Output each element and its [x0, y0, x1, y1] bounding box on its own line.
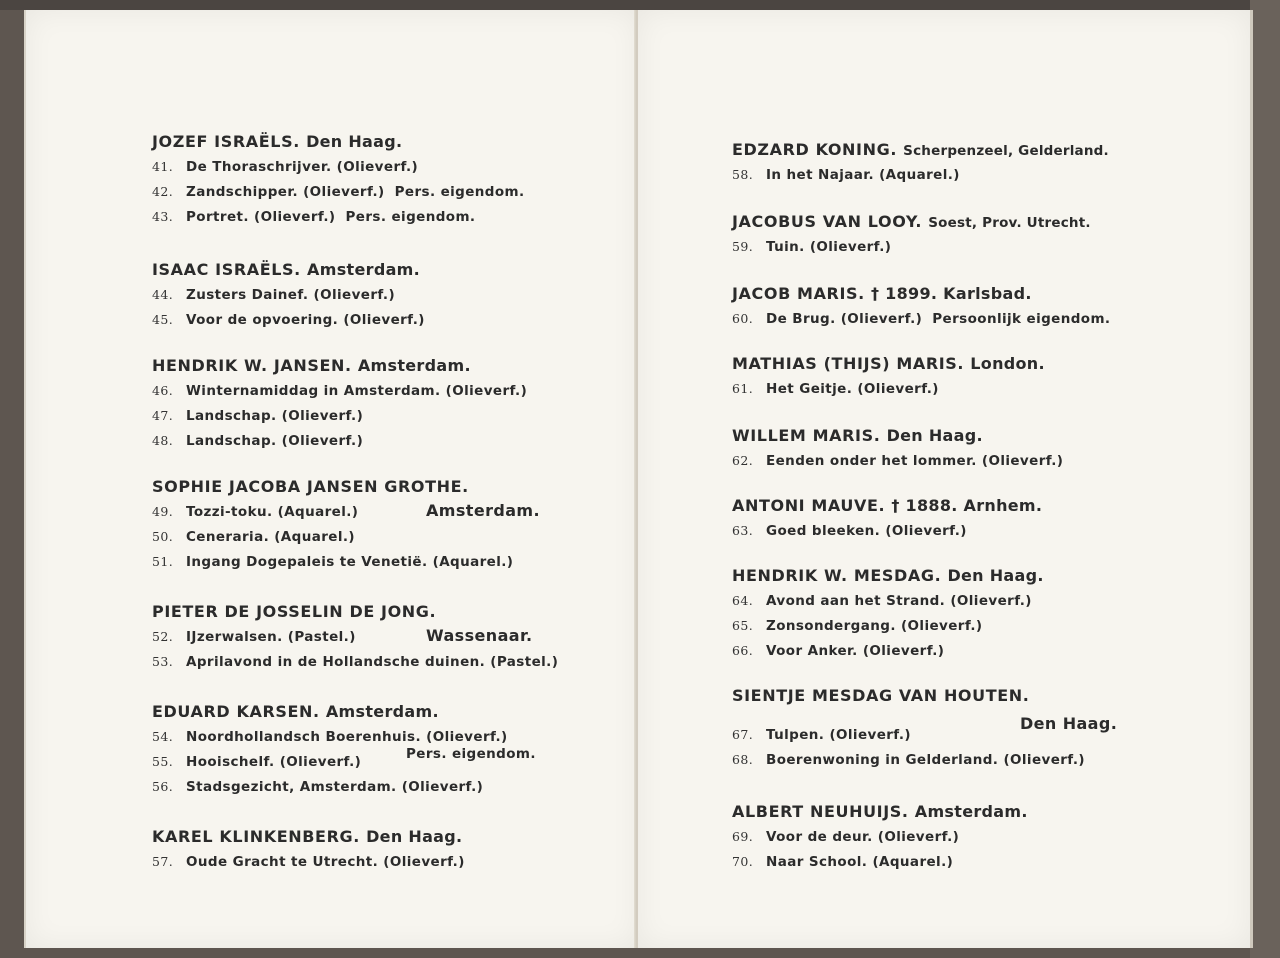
item-title: Voor de deur.	[766, 829, 873, 845]
item-title: Naar School.	[766, 854, 868, 870]
artist-name: ANTONI MAUVE.	[732, 496, 886, 515]
artist-location: Scherpenzeel, Gelderland.	[903, 143, 1109, 159]
item-title: Noordhollandsch Boerenhuis.	[186, 729, 422, 745]
item-medium: (Olieverf.)	[1003, 752, 1085, 768]
item-number: 41.	[152, 159, 174, 174]
item-number: 61.	[732, 381, 754, 396]
item-title: De Brug.	[766, 311, 836, 327]
catalogue-item	[732, 641, 1044, 660]
item-number: 63.	[732, 523, 754, 538]
item-title: Voor de opvoering.	[186, 312, 339, 328]
artist-entry	[152, 477, 540, 571]
item-medium: (Aquarel.)	[872, 854, 954, 870]
catalogue-item	[152, 381, 527, 400]
book-cover-edge	[0, 0, 1280, 10]
artist-entry	[732, 686, 1118, 769]
artist-name: JACOBUS VAN LOOY.	[732, 212, 923, 231]
item-number: 64.	[732, 593, 754, 608]
item-medium: (Olieverf.)	[829, 727, 911, 743]
catalogue-item	[732, 591, 1044, 610]
item-title: Tuin.	[766, 239, 805, 255]
catalogue-item	[152, 552, 513, 571]
item-number: 44.	[152, 287, 174, 302]
left-page-catalogue	[26, 10, 638, 948]
item-title: Tulpen.	[766, 727, 825, 743]
artist-heading	[732, 284, 1110, 303]
left-page	[24, 10, 638, 948]
item-medium: (Aquarel.)	[879, 167, 960, 183]
item-number: 58.	[732, 167, 754, 182]
artist-location-right: Pers. eigendom.	[406, 746, 536, 762]
artist-location: Den Haag.	[306, 132, 403, 151]
book-spine	[1250, 0, 1280, 958]
artist-entry	[152, 602, 558, 671]
item-ownership: Pers. eigendom.	[345, 209, 476, 225]
item-medium: (Olieverf.)	[303, 184, 385, 200]
catalogue-item	[152, 182, 525, 201]
item-medium: (Aquarel.)	[274, 529, 355, 545]
artist-heading	[732, 354, 1045, 373]
item-medium: (Olieverf.)	[401, 779, 484, 795]
item-medium: (Olieverf.)	[950, 593, 1032, 609]
artist-entry	[732, 426, 1063, 470]
item-number: 54.	[152, 729, 174, 744]
item-number: 67.	[732, 727, 754, 742]
catalogue-item	[732, 521, 1042, 540]
artist-name: JACOB MARIS.	[732, 284, 865, 303]
catalogue-item	[732, 237, 1091, 256]
item-title: Oude Gracht te Utrecht.	[186, 854, 379, 870]
artist-name: SOPHIE JACOBA JANSEN GROTHE.	[152, 477, 469, 496]
artist-heading	[152, 356, 527, 375]
artist-entry	[152, 702, 536, 796]
item-number: 70.	[732, 854, 754, 869]
item-medium: (Olieverf.)	[885, 523, 967, 539]
item-medium: (Olieverf.)	[426, 729, 508, 745]
item-number: 45.	[152, 312, 174, 327]
item-ownership: Persoonlijk eigendom.	[932, 311, 1111, 327]
item-title: Hooischelf.	[186, 754, 275, 770]
catalogue-item	[152, 285, 425, 304]
item-title: Ceneraria.	[186, 529, 270, 545]
item-medium: (Olieverf.)	[313, 287, 396, 303]
item-number: 47.	[152, 408, 174, 423]
artist-heading	[152, 827, 465, 846]
item-title: Tozzi-toku.	[186, 504, 273, 520]
item-number: 50.	[152, 529, 174, 544]
item-number: 56.	[152, 779, 174, 794]
artist-name: KAREL KLINKENBERG.	[152, 827, 360, 846]
artist-entry	[732, 140, 1109, 184]
catalogue-item	[732, 379, 1045, 398]
catalogue-item	[732, 852, 1028, 871]
artist-entry	[732, 496, 1042, 540]
item-number: 42.	[152, 184, 174, 199]
artist-location: Amsterdam.	[914, 802, 1028, 821]
item-medium: (Olieverf.)	[279, 754, 362, 770]
item-title: IJzerwalsen.	[186, 629, 283, 645]
artist-location: Den Haag.	[366, 827, 463, 846]
artist-name: WILLEM MARIS.	[732, 426, 881, 445]
item-title: Winternamiddag in Amsterdam.	[186, 383, 441, 399]
item-medium: (Olieverf.)	[857, 381, 939, 397]
catalogue-item	[732, 827, 1028, 846]
item-number: 65.	[732, 618, 754, 633]
artist-entry	[152, 827, 465, 871]
artist-entry	[732, 284, 1110, 328]
item-number: 68.	[732, 752, 754, 767]
artist-heading	[152, 132, 525, 151]
catalogue-item	[152, 727, 508, 746]
item-ownership: Pers. eigendom.	[394, 184, 525, 200]
item-number: 55.	[152, 754, 174, 769]
artist-entry	[152, 356, 527, 450]
item-medium: (Olieverf.)	[254, 209, 336, 225]
item-number: 48.	[152, 433, 174, 448]
catalogue-item	[732, 165, 1109, 184]
item-number: 60.	[732, 311, 754, 326]
catalogue-item	[152, 852, 465, 871]
artist-entry	[152, 260, 425, 329]
artist-heading	[732, 566, 1044, 585]
artist-location: Amsterdam.	[357, 356, 471, 375]
item-title: Voor Anker.	[766, 643, 858, 659]
item-medium: (Olieverf.)	[445, 383, 528, 399]
item-medium: (Olieverf.)	[840, 311, 923, 327]
artist-name: HENDRIK W. JANSEN.	[152, 356, 352, 375]
item-number: 53.	[152, 654, 174, 669]
item-number: 59.	[732, 239, 754, 254]
item-number: 66.	[732, 643, 754, 658]
item-number: 62.	[732, 453, 754, 468]
item-medium: (Olieverf.)	[281, 433, 364, 449]
catalogue-item	[152, 652, 558, 671]
artist-name: EDUARD KARSEN.	[152, 702, 320, 721]
item-medium: (Pastel.)	[287, 629, 356, 645]
catalogue-item	[732, 616, 1044, 635]
artist-heading	[152, 477, 513, 496]
artist-location: Soest, Prov. Utrecht.	[928, 215, 1091, 231]
item-medium: (Olieverf.)	[343, 312, 425, 328]
catalogue-item	[152, 431, 527, 450]
item-title: In het Najaar.	[766, 167, 874, 183]
item-title: Aprilavond in de Hollandsche duinen.	[186, 654, 486, 670]
artist-heading	[732, 212, 1091, 231]
artist-name: SIENTJE MESDAG VAN HOUTEN.	[732, 686, 1030, 705]
catalogue-item	[152, 207, 525, 226]
artist-entry	[152, 132, 525, 226]
item-title: Avond aan het Strand.	[766, 593, 946, 609]
artist-name: HENDRIK W. MESDAG.	[732, 566, 942, 585]
item-title: Stadsgezicht, Amsterdam.	[186, 779, 397, 795]
artist-name: JOZEF ISRAËLS.	[152, 132, 300, 151]
item-title: Zusters Dainef.	[186, 287, 309, 303]
item-medium: (Aquarel.)	[432, 554, 514, 570]
artist-name: PIETER DE JOSSELIN DE JONG.	[152, 602, 437, 621]
artist-heading	[732, 140, 1109, 159]
artist-heading	[732, 686, 1085, 705]
catalogue-item	[152, 527, 513, 546]
item-medium: (Olieverf.)	[336, 159, 419, 175]
artist-name: MATHIAS (THIJS) MARIS.	[732, 354, 965, 373]
right-page	[638, 10, 1253, 948]
artist-heading	[152, 260, 425, 279]
catalogue-item	[732, 309, 1110, 328]
artist-name: EDZARD KONING.	[732, 140, 897, 159]
artist-heading	[732, 496, 1042, 515]
artist-location: Den Haag.	[947, 566, 1044, 585]
artist-heading	[732, 802, 1028, 821]
item-medium: (Olieverf.)	[281, 408, 364, 424]
artist-heading	[152, 602, 558, 621]
item-number: 43.	[152, 209, 174, 224]
item-medium: (Olieverf.)	[862, 643, 945, 659]
catalogue-item	[732, 750, 1085, 769]
artist-location-right: Amsterdam.	[426, 501, 540, 520]
item-title: De Thoraschrijver.	[186, 159, 332, 175]
item-title: Zandschipper.	[186, 184, 298, 200]
item-number: 46.	[152, 383, 174, 398]
artist-heading	[152, 702, 508, 721]
artist-location: Amsterdam.	[325, 702, 439, 721]
catalogue-item	[152, 310, 425, 329]
artist-entry	[732, 802, 1028, 871]
artist-location: Amsterdam.	[307, 260, 421, 279]
catalogue-item	[152, 157, 525, 176]
item-number: 51.	[152, 554, 174, 569]
item-number: 57.	[152, 854, 174, 869]
item-medium: (Olieverf.)	[900, 618, 983, 634]
artist-name: ISAAC ISRAËLS.	[152, 260, 301, 279]
item-title: Landschap.	[186, 433, 277, 449]
item-medium: (Olieverf.)	[877, 829, 960, 845]
catalogue-item	[152, 777, 508, 796]
artist-location-right: Den Haag.	[1020, 714, 1118, 733]
item-title: Ingang Dogepaleis te Venetië.	[186, 554, 428, 570]
item-title: Portret.	[186, 209, 249, 225]
catalogue-item	[732, 451, 1063, 470]
artist-name: ALBERT NEUHUIJS.	[732, 802, 909, 821]
item-title: Landschap.	[186, 408, 277, 424]
item-number: 49.	[152, 504, 174, 519]
item-number: 52.	[152, 629, 174, 644]
right-page-catalogue	[638, 10, 1250, 948]
item-title: Goed bleeken.	[766, 523, 881, 539]
artist-location: † 1888. Arnhem.	[891, 496, 1043, 515]
artist-entry	[732, 212, 1091, 256]
artist-entry	[732, 354, 1045, 398]
artist-heading	[732, 426, 1063, 445]
item-medium: (Olieverf.)	[809, 239, 892, 255]
artist-location-right: Wassenaar.	[426, 626, 533, 645]
artist-location: Den Haag.	[886, 426, 983, 445]
item-title: Zonsondergang.	[766, 618, 896, 634]
item-medium: (Aquarel.)	[277, 504, 359, 520]
artist-entry	[732, 566, 1044, 660]
artist-location: † 1899. Karlsbad.	[871, 284, 1032, 303]
catalogue-item	[152, 406, 527, 425]
artist-location: London.	[970, 354, 1045, 373]
item-medium: (Olieverf.)	[981, 453, 1064, 469]
item-title: Eenden onder het lommer.	[766, 453, 977, 469]
item-medium: (Olieverf.)	[383, 854, 465, 870]
item-title: Boerenwoning in Gelderland.	[766, 752, 999, 768]
item-title: Het Geitje.	[766, 381, 853, 397]
item-medium: (Pastel.)	[490, 654, 559, 670]
item-number: 69.	[732, 829, 754, 844]
